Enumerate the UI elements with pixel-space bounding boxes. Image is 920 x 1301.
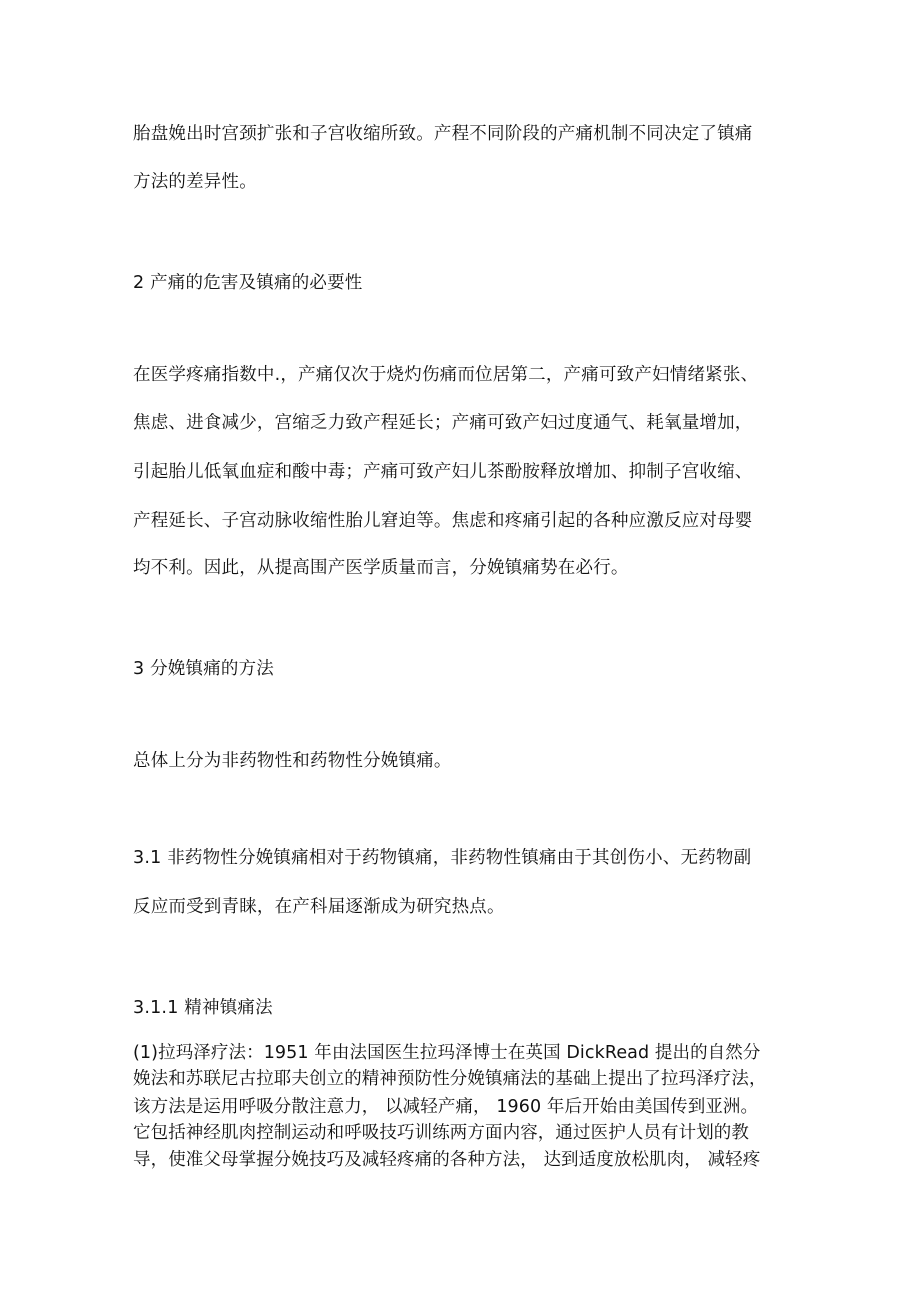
- section-heading: 2 产痛的危害及镇痛的必要性: [133, 273, 363, 293]
- paragraph-line: 3.1 非药物性分娩镇痛相对于药物镇痛，非药物性镇痛由于其创伤小、无药物副: [133, 848, 752, 868]
- paragraph-line: 胎盘娩出时宫颈扩张和子宫收缩所致。产程不同阶段的产痛机制不同决定了镇痛: [133, 124, 753, 144]
- paragraph-line: 方法的差异性。: [133, 172, 257, 192]
- paragraph-line: 该方法是运用呼吸分散注意力， 以减轻产痛， 1960 年后开始由美国传到亚洲。: [133, 1097, 759, 1117]
- paragraph-line: 反应而受到青睐，在产科届逐渐成为研究热点。: [133, 897, 505, 917]
- paragraph-line: (1)拉玛泽疗法：1951 年由法国医生拉玛泽博士在英国 DickRead 提出的自然分: [133, 1043, 761, 1063]
- section-heading: 3 分娩镇痛的方法: [133, 659, 274, 679]
- paragraph-line: 导，使准父母掌握分娩技巧及减轻疼痛的各种方法， 达到适度放松肌肉， 减轻疼: [133, 1150, 761, 1170]
- paragraph-line: 它包括神经肌肉控制运动和呼吸技巧训练两方面内容，通过医护人员有计划的教: [133, 1123, 749, 1143]
- subsection-heading: 3.1.1 精神镇痛法: [133, 998, 273, 1018]
- paragraph-line: 焦虑、进食减少，宫缩乏力致产程延长；产痛可致产妇过度通气、耗氧量增加，: [133, 413, 753, 433]
- paragraph-line: 总体上分为非药物性和药物性分娩镇痛。: [133, 751, 452, 771]
- paragraph-line: 均不利。因此，从提高围产医学质量而言，分娩镇痛势在必行。: [133, 558, 629, 578]
- paragraph-line: 娩法和苏联尼古拉耶夫创立的精神预防性分娩镇痛法的基础上提出了拉玛泽疗法，: [133, 1069, 767, 1089]
- paragraph-line: 在医学疼痛指数中.，产痛仅次于烧灼伤痛而位居第二，产痛可致产妇情绪紧张、: [133, 365, 759, 385]
- paragraph-line: 产程延长、子宫动脉收缩性胎儿窘迫等。焦虑和疼痛引起的各种应激反应对母婴: [133, 511, 753, 531]
- paragraph-line: 引起胎儿低氧血症和酸中毒；产痛可致产妇儿茶酚胺释放增加、抑制子宫收缩、: [133, 462, 753, 482]
